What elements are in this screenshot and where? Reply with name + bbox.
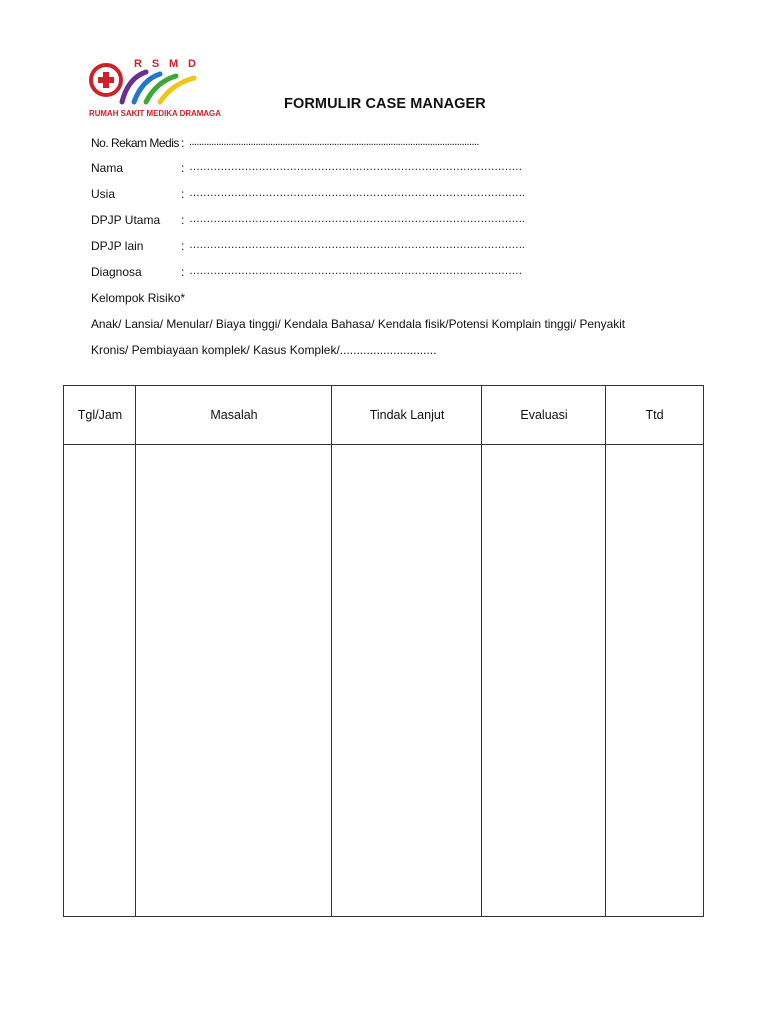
logo-letter-s: S — [151, 58, 160, 70]
field-label: Usia — [91, 187, 116, 201]
field-colon: : — [181, 265, 185, 279]
column-header-ttd: Ttd — [645, 408, 664, 422]
column-header-tgl-jam: Tgl/Jam — [77, 408, 123, 422]
field-fill-line[interactable]: …………………………………………………………………………………… — [189, 265, 522, 277]
field-colon: : — [181, 161, 185, 175]
field-label: DPJP Utama — [91, 213, 161, 227]
risk-heading: Kelompok Risiko* — [91, 291, 186, 305]
field-fill-line[interactable]: ……………………………………………………………………………………. — [189, 239, 525, 251]
logo-letter-d: D — [188, 58, 196, 70]
case-manager-table — [63, 385, 704, 917]
column-header-tindak-lanjut: Tindak Lanjut — [369, 408, 445, 422]
field-label: Nama — [91, 161, 124, 175]
field-label: Diagnosa — [91, 265, 142, 279]
cell-masalah[interactable] — [136, 445, 331, 916]
field-fill-line[interactable]: ……………………………………………………………………………………. — [189, 187, 525, 199]
cell-tgl-jam[interactable] — [64, 445, 135, 916]
cell-ttd[interactable] — [606, 445, 703, 916]
form-title: FORMULIR CASE MANAGER — [284, 96, 486, 112]
logo-letters — [134, 58, 196, 70]
field-colon: : — [181, 213, 185, 227]
field-fill-line[interactable]: …………………………………………………………………………………… — [189, 161, 522, 173]
cell-evaluasi[interactable] — [482, 445, 605, 916]
field-colon: : — [181, 239, 185, 253]
logo-letter-r: R — [134, 58, 142, 70]
field-colon: : — [181, 136, 185, 150]
risk-options-line-2[interactable]: Kronis/ Pembiayaan komplek/ Kasus Komplek/............................. — [91, 343, 437, 357]
logo-caption: RUMAH SAKIT MEDIKA DRAMAGA — [89, 108, 221, 118]
hospital-logo — [88, 58, 221, 124]
field-label: DPJP lain — [91, 239, 144, 253]
field-colon: : — [181, 187, 185, 201]
cell-tindak-lanjut[interactable] — [332, 445, 481, 916]
column-header-evaluasi: Evaluasi — [520, 408, 568, 422]
field-fill-line[interactable]: ……………………………………………………………………………………. — [189, 213, 525, 225]
field-label: No. Rekam Medis — [91, 136, 179, 150]
logo-letter-m: M — [169, 58, 179, 70]
risk-options-line-1[interactable]: Anak/ Lansia/ Menular/ Biaya tinggi/ Kendala Bahasa/ Kendala fisik/Potensi Komplain tinggi/ Penyakit — [91, 317, 626, 331]
field-fill-line[interactable]: ...................................................................................................................... — [189, 136, 479, 148]
column-header-masalah: Masalah — [210, 408, 258, 422]
